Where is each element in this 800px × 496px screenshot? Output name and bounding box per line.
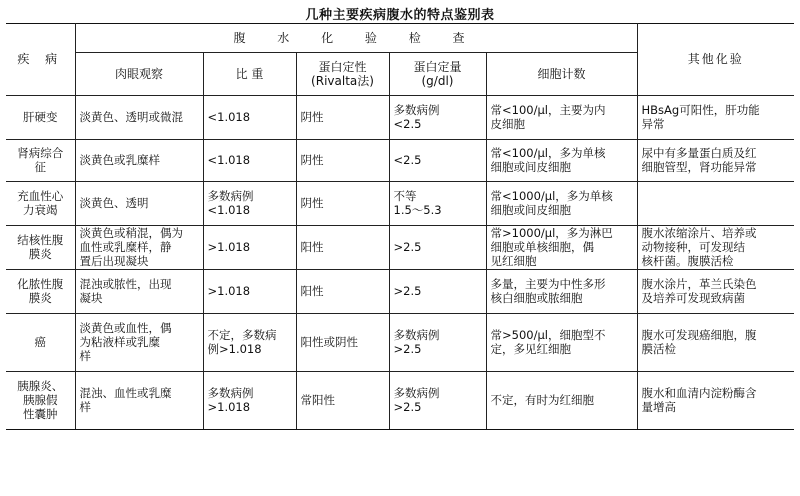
disease-name: 癌	[6, 314, 75, 372]
cell-count-cell: 不定，有时为红细胞	[486, 372, 637, 430]
table-row	[6, 140, 794, 182]
disease-name: 肝硬变	[6, 96, 75, 140]
cell-count-cell: 常<100/μl，主要为内 皮细胞	[486, 96, 637, 140]
protein-qual-cell: 阳性	[296, 270, 389, 314]
table-row	[6, 314, 794, 372]
protein-qual-cell: 阴性	[296, 182, 389, 226]
appearance-cell: 淡黄色、透明或微混	[75, 96, 203, 140]
header-protein-qualitative: 蛋白定性 (Rivalta法)	[296, 53, 389, 96]
cell-count-cell: 常<1000/μl，多为单核 细胞或间皮细胞	[486, 182, 637, 226]
appearance-cell: 混浊或脓性，出现 凝块	[75, 270, 203, 314]
disease-name: 肾病综合 征	[6, 140, 75, 182]
protein-quant-cell: <2.5	[389, 140, 486, 182]
cell-count-cell: 常<100/μl，多为单核 细胞或间皮细胞	[486, 140, 637, 182]
other-tests-cell: HBsAg可阳性，肝功能 异常	[637, 96, 794, 140]
other-tests-cell: 腹水可发现癌细胞，腹 膜活检	[637, 314, 794, 372]
gravity-cell: <1.018	[203, 96, 296, 140]
header-protein-quantitative: 蛋白定量 (g/dl)	[389, 53, 486, 96]
protein-quant-cell: 多数病例 <2.5	[389, 96, 486, 140]
other-tests-cell: 腹水涂片，革兰氏染色 及培养可发现致病菌	[637, 270, 794, 314]
table-row	[6, 182, 794, 226]
protein-qual-cell: 常阳性	[296, 372, 389, 430]
protein-quant-cell: >2.5	[389, 226, 486, 270]
table-title: 几种主要疾病腹水的特点鉴别表	[305, 8, 495, 23]
protein-quant-cell: 多数病例 >2.5	[389, 372, 486, 430]
other-tests-cell	[637, 182, 794, 226]
protein-quant-cell: 多数病例 >2.5	[389, 314, 486, 372]
header-cell-count: 细胞计数	[486, 53, 637, 96]
other-tests-cell: 尿中有多量蛋白质及红 细胞管型，肾功能异常	[637, 140, 794, 182]
gravity-cell: 多数病例 <1.018	[203, 182, 296, 226]
protein-qual-cell: 阳性或阴性	[296, 314, 389, 372]
appearance-cell: 淡黄色或稍混，偶为 血性或乳糜样，静 置后出现凝块	[75, 226, 203, 270]
table-row	[6, 96, 794, 140]
header-specific-gravity: 比 重	[203, 53, 296, 96]
table-row	[6, 372, 794, 430]
gravity-cell: 多数病例 >1.018	[203, 372, 296, 430]
disease-name: 结核性腹 膜炎	[6, 226, 75, 270]
disease-name: 充血性心 力衰竭	[6, 182, 75, 226]
cell-count-cell: 多量，主要为中性多形 核白细胞或脓细胞	[486, 270, 637, 314]
gravity-cell: >1.018	[203, 226, 296, 270]
gravity-cell: >1.018	[203, 270, 296, 314]
cell-count-cell: 常>1000/μl，多为淋巴 细胞或单核细胞，偶 见红细胞	[486, 226, 637, 270]
gravity-cell: 不定，多数病 例>1.018	[203, 314, 296, 372]
table-row	[6, 226, 794, 270]
protein-quant-cell: >2.5	[389, 270, 486, 314]
protein-qual-cell: 阴性	[296, 96, 389, 140]
table-row	[6, 270, 794, 314]
appearance-cell: 淡黄色或血性，偶 为粘液样或乳糜 样	[75, 314, 203, 372]
appearance-cell: 淡黄色或乳糜样	[75, 140, 203, 182]
cell-count-cell: 常>500/μl，细胞型不 定，多见红细胞	[486, 314, 637, 372]
appearance-cell: 淡黄色、透明	[75, 182, 203, 226]
header-disease: 疾 病	[6, 24, 75, 96]
other-tests-cell: 腹水和血清内淀粉酶含 量增高	[637, 372, 794, 430]
differential-table	[6, 23, 794, 430]
other-tests-cell: 腹水浓缩涂片、培养或 动物接种，可发现结 核杆菌。腹膜活检	[637, 226, 794, 270]
header-exam-group: 腹 水 化 验 检 查	[75, 24, 637, 53]
header-row-group	[6, 24, 794, 53]
appearance-cell: 混浊、血性或乳糜 样	[75, 372, 203, 430]
disease-name: 化脓性腹 膜炎	[6, 270, 75, 314]
protein-qual-cell: 阴性	[296, 140, 389, 182]
header-other-tests: 其他化验	[637, 24, 794, 96]
disease-name: 胰腺炎、 胰腺假 性囊肿	[6, 372, 75, 430]
gravity-cell: <1.018	[203, 140, 296, 182]
header-appearance: 肉眼观察	[75, 53, 203, 96]
protein-qual-cell: 阳性	[296, 226, 389, 270]
protein-quant-cell: 不等 1.5～5.3	[389, 182, 486, 226]
